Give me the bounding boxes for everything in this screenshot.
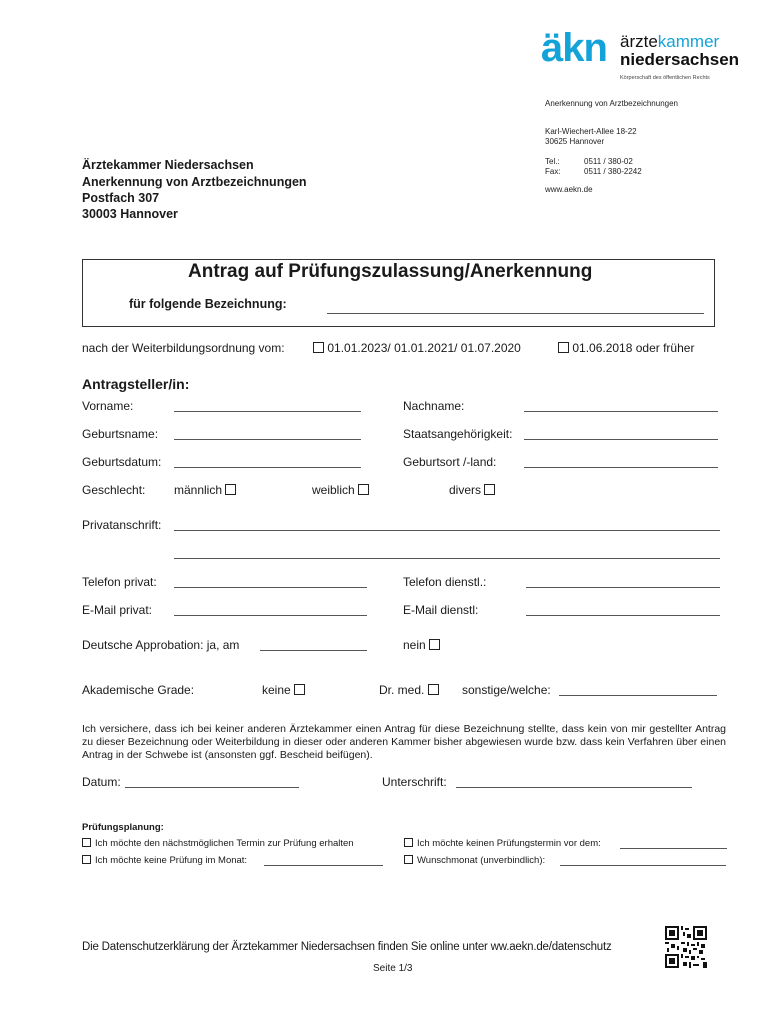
- tel-value: 0511 / 380-02: [584, 157, 633, 166]
- signature-label: Unterschrift:: [382, 775, 447, 789]
- checkbox[interactable]: [404, 838, 413, 847]
- first-name-label: Vorname:: [82, 399, 134, 413]
- planning-option-2[interactable]: [404, 838, 601, 849]
- logo-text-line1: [620, 33, 719, 50]
- privacy-notice: Die Datenschutzerklärung der Ärztekammer Niedersachsen finden Sie online unter ww.aekn.de/datenschutz: [82, 941, 612, 953]
- approbation-no-option[interactable]: [403, 638, 440, 652]
- planning-option-4-label: Wunschmonat (unverbindlich):: [417, 855, 546, 866]
- recipient-line3: Postfach 307: [82, 191, 160, 205]
- recipient-line1: Ärztekammer Niedersachsen: [82, 158, 254, 172]
- recipient-line4: 30003 Hannover: [82, 207, 178, 221]
- logo-mark: äkn: [541, 26, 607, 70]
- email-private-field[interactable]: [174, 615, 367, 616]
- nationality-field[interactable]: [524, 439, 718, 440]
- address-label: Privatanschrift:: [82, 518, 162, 532]
- gender-diverse-option[interactable]: [449, 483, 495, 497]
- form-title: Antrag auf Prüfungszulassung/Anerkennung: [188, 261, 593, 282]
- checkbox[interactable]: [484, 484, 495, 495]
- signature-field[interactable]: [456, 787, 692, 788]
- gender-female-option[interactable]: [312, 483, 369, 497]
- fax-label: Fax:: [545, 167, 561, 176]
- website: www.aekn.de: [545, 185, 593, 194]
- approbation-no-label: nein: [403, 638, 426, 652]
- phone-private-field[interactable]: [174, 587, 367, 588]
- designation-field[interactable]: [327, 313, 704, 314]
- last-name-label: Nachname:: [403, 399, 465, 413]
- planning-option-2-field[interactable]: [620, 848, 727, 849]
- degree-other-label: sonstige/welche:: [462, 683, 551, 697]
- checkbox[interactable]: [404, 855, 413, 864]
- nationality-label: Staatsangehörigkeit:: [403, 427, 513, 441]
- logo-text-b: kammer: [657, 32, 720, 51]
- gender-label: Geschlecht:: [82, 483, 146, 497]
- birth-name-field[interactable]: [174, 439, 361, 440]
- date-label: Datum:: [82, 775, 121, 789]
- checkbox[interactable]: [225, 484, 236, 495]
- degree-dr-label: Dr. med.: [379, 683, 425, 697]
- regulation-label: nach der Weiterbildungsordnung vom:: [82, 341, 285, 355]
- regulation-option-2[interactable]: [558, 341, 694, 355]
- approbation-label: Deutsche Approbation: ja, am: [82, 638, 240, 652]
- regulation-option-2-label: 01.06.2018 oder früher: [572, 341, 695, 355]
- gender-diverse-label: divers: [449, 483, 482, 497]
- gender-male-option[interactable]: [174, 483, 236, 497]
- degree-other-field[interactable]: [559, 695, 717, 696]
- checkbox[interactable]: [429, 639, 440, 650]
- planning-option-3-field[interactable]: [264, 865, 383, 866]
- birth-name-label: Geburtsname:: [82, 427, 159, 441]
- email-work-field[interactable]: [526, 615, 720, 616]
- tel-label: Tel.:: [545, 157, 560, 166]
- gender-female-label: weiblich: [312, 483, 355, 497]
- fax-value: 0511 / 380-2242: [584, 167, 642, 176]
- planning-option-2-label: Ich möchte keinen Prüfungstermin vor dem:: [417, 838, 601, 849]
- planning-option-3-label: Ich möchte keine Prüfung im Monat:: [95, 855, 248, 866]
- checkbox[interactable]: [358, 484, 369, 495]
- degree-dr-option[interactable]: [379, 683, 439, 697]
- planning-heading: Prüfungsplanung:: [82, 822, 164, 833]
- first-name-field[interactable]: [174, 411, 361, 412]
- degrees-label: Akademische Grade:: [82, 683, 195, 697]
- department: Anerkennung von Arztbezeichnungen: [545, 99, 678, 108]
- planning-option-4-field[interactable]: [560, 865, 726, 866]
- logo-text-line2: niedersachsen: [620, 50, 740, 69]
- checkbox[interactable]: [313, 342, 324, 353]
- address-field-line2[interactable]: [174, 558, 720, 559]
- logo-subtitle: Körperschaft des öffentlichen Rechts: [620, 75, 710, 81]
- birth-place-field[interactable]: [524, 467, 718, 468]
- email-work-label: E-Mail dienstl:: [403, 603, 479, 617]
- approbation-date-field[interactable]: [260, 650, 367, 651]
- checkbox[interactable]: [82, 855, 91, 864]
- degree-none-option[interactable]: [262, 683, 305, 697]
- phone-private-label: Telefon privat:: [82, 575, 157, 589]
- email-private-label: E-Mail privat:: [82, 603, 153, 617]
- phone-work-field[interactable]: [526, 587, 720, 588]
- regulation-option-1[interactable]: [313, 341, 521, 355]
- designation-label: für folgende Bezeichnung:: [129, 297, 287, 311]
- address-field-line1[interactable]: [174, 530, 720, 531]
- phone-work-label: Telefon dienstl.:: [403, 575, 487, 589]
- checkbox[interactable]: [428, 684, 439, 695]
- degree-none-label: keine: [262, 683, 291, 697]
- regulation-option-1-label: 01.01.2023/ 01.01.2021/ 01.07.2020: [327, 341, 521, 355]
- checkbox[interactable]: [294, 684, 305, 695]
- logo-text-a: ärzte: [620, 32, 658, 51]
- date-field[interactable]: [125, 787, 299, 788]
- declaration-text: Ich versichere, dass ich bei keiner anderen Ärztekammer einen Antrag für diese Bezeichnung stellte, dass kein von mir gestellter Antrag zu dieser Bezeichnung oder Weiterbildung in dieser oder anderen Kammer bisher abgewiesen wurde bzw. dass kein Verfahren über einen Antrag in der Schwebe ist (ansonsten ggf. Bescheid beifügen).: [82, 723, 726, 761]
- planning-option-4[interactable]: [404, 855, 545, 866]
- planning-option-3[interactable]: [82, 855, 247, 866]
- birth-place-label: Geburtsort /-land:: [403, 455, 497, 469]
- page-number: Seite 1/3: [373, 963, 413, 974]
- qr-code: [664, 926, 708, 968]
- recipient-line2: Anerkennung von Arztbezeichnungen: [82, 175, 307, 189]
- checkbox[interactable]: [82, 838, 91, 847]
- applicant-heading: Antragsteller/in:: [82, 376, 190, 392]
- planning-option-1-label: Ich möchte den nächstmöglichen Termin zur Prüfung erhalten: [95, 838, 354, 849]
- street: Karl-Wiechert-Allee 18-22: [545, 127, 637, 136]
- last-name-field[interactable]: [524, 411, 718, 412]
- city: 30625 Hannover: [545, 137, 605, 146]
- birth-date-label: Geburtsdatum:: [82, 455, 162, 469]
- checkbox[interactable]: [558, 342, 569, 353]
- gender-male-label: männlich: [174, 483, 223, 497]
- planning-option-1[interactable]: [82, 838, 354, 849]
- birth-date-field[interactable]: [174, 467, 361, 468]
